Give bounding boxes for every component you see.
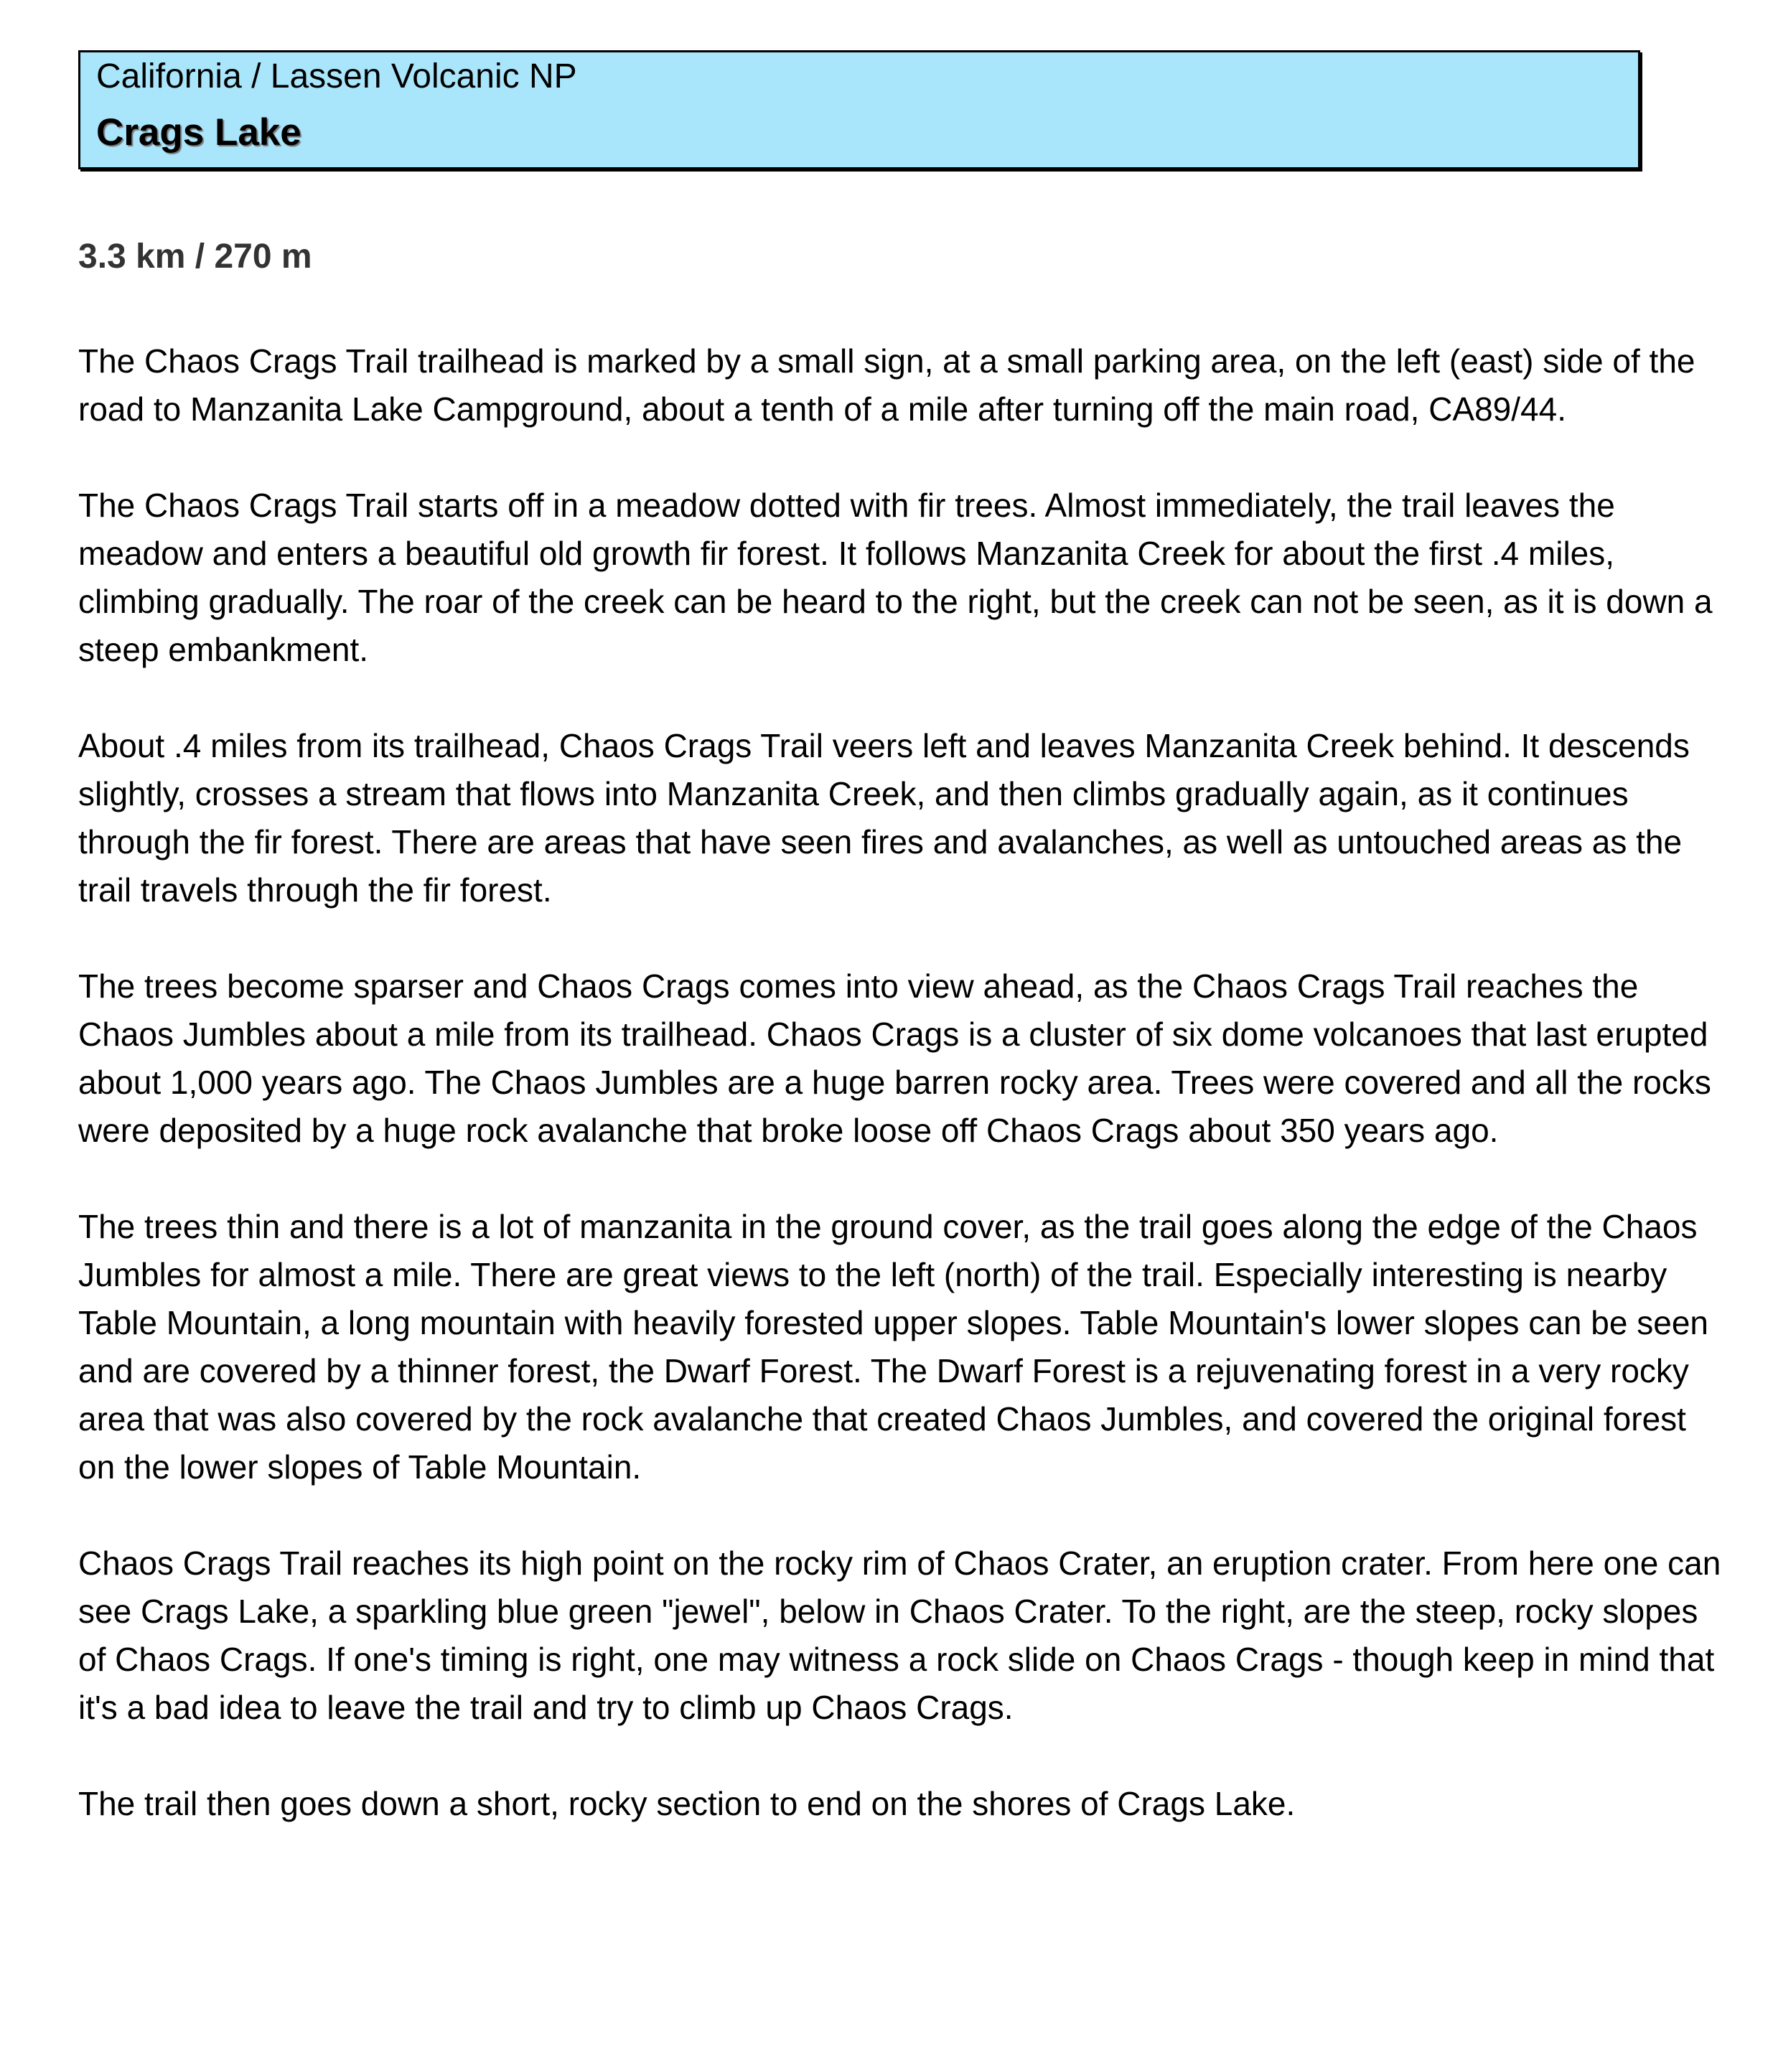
paragraph-table-mountain: The trees thin and there is a lot of manzanita in the ground cover, as the trail goes along the edge of the Chaos Jumbles for almost a mile. There are great views to the left (north) of the trail. Especially interesting is nearby Table Mountain, a long mountain with heavily forested upper slopes. Table Mountain's lower slopes can be seen and are covered by a thinner forest, the Dwarf Forest. The Dwarf Forest is a rejuvenating forest in a very rocky area that was also covered by the rock avalanche that created Chaos Jumbles, and covered the original forest on the lower slopes of Table Mountain. bbox=[78, 1208, 1708, 1486]
paragraph-chaos-crater: Chaos Crags Trail reaches its high point on the rocky rim of Chaos Crater, an eruption crater. From here one can see Crags Lake, a sparkling blue green "jewel", below in Chaos Crater. To the right, are the steep, rocky slopes of Chaos Crags. If one's timing is right, one may witness a rock slide on Chaos Crags - though keep in mind that it's a bad idea to leave the trail and try to climb up Chaos Crags. bbox=[78, 1544, 1721, 1726]
page-title: Crags Lake bbox=[96, 111, 301, 154]
paragraph-crags-lake: The trail then goes down a short, rocky section to end on the shores of Crags Lake. bbox=[78, 1785, 1296, 1822]
paragraph-trailhead: The Chaos Crags Trail trailhead is marked by a small sign, at a small parking area, on the left (east) side of the road to Manzanita Lake Campground, about a tenth of a mile after turning off the main road, CA89/44. bbox=[78, 342, 1695, 428]
header-box bbox=[78, 50, 1640, 169]
paragraph-fir-forest: About .4 miles from its trailhead, Chaos Crags Trail veers left and leaves Manzanita Creek behind. It descends slightly, crosses a stream that flows into Manzanita Creek, and then climbs gradually again, as it continues through the fir forest. There are areas that have seen fires and avalanches, as well as untouched areas as the trail travels through the fir forest. bbox=[78, 727, 1690, 909]
trail-description bbox=[78, 337, 1729, 1876]
trail-stats: 3.3 km / 270 m bbox=[78, 238, 312, 276]
paragraph-chaos-jumbles: The trees become sparser and Chaos Crags comes into view ahead, as the Chaos Crags Trail reaches the Chaos Jumbles about a mile from its trailhead. Chaos Crags is a cluster of six dome volcanoes that last erupted about 1,000 years ago. The Chaos Jumbles are a huge barren rocky area. Trees were covered and all the rocks were deposited by a huge rock avalanche that broke loose off Chaos Crags about 350 years ago. bbox=[78, 967, 1711, 1149]
paragraph-meadow: The Chaos Crags Trail starts off in a meadow dotted with fir trees. Almost immediately, the trail leaves the meadow and enters a beautiful old growth fir forest. It follows Manzanita Creek for about the first .4 miles, climbing gradually. The roar of the creek can be heard to the right, but the creek can not be seen, as it is down a steep embankment. bbox=[78, 487, 1713, 668]
breadcrumb: California / Lassen Volcanic NP bbox=[96, 57, 577, 95]
